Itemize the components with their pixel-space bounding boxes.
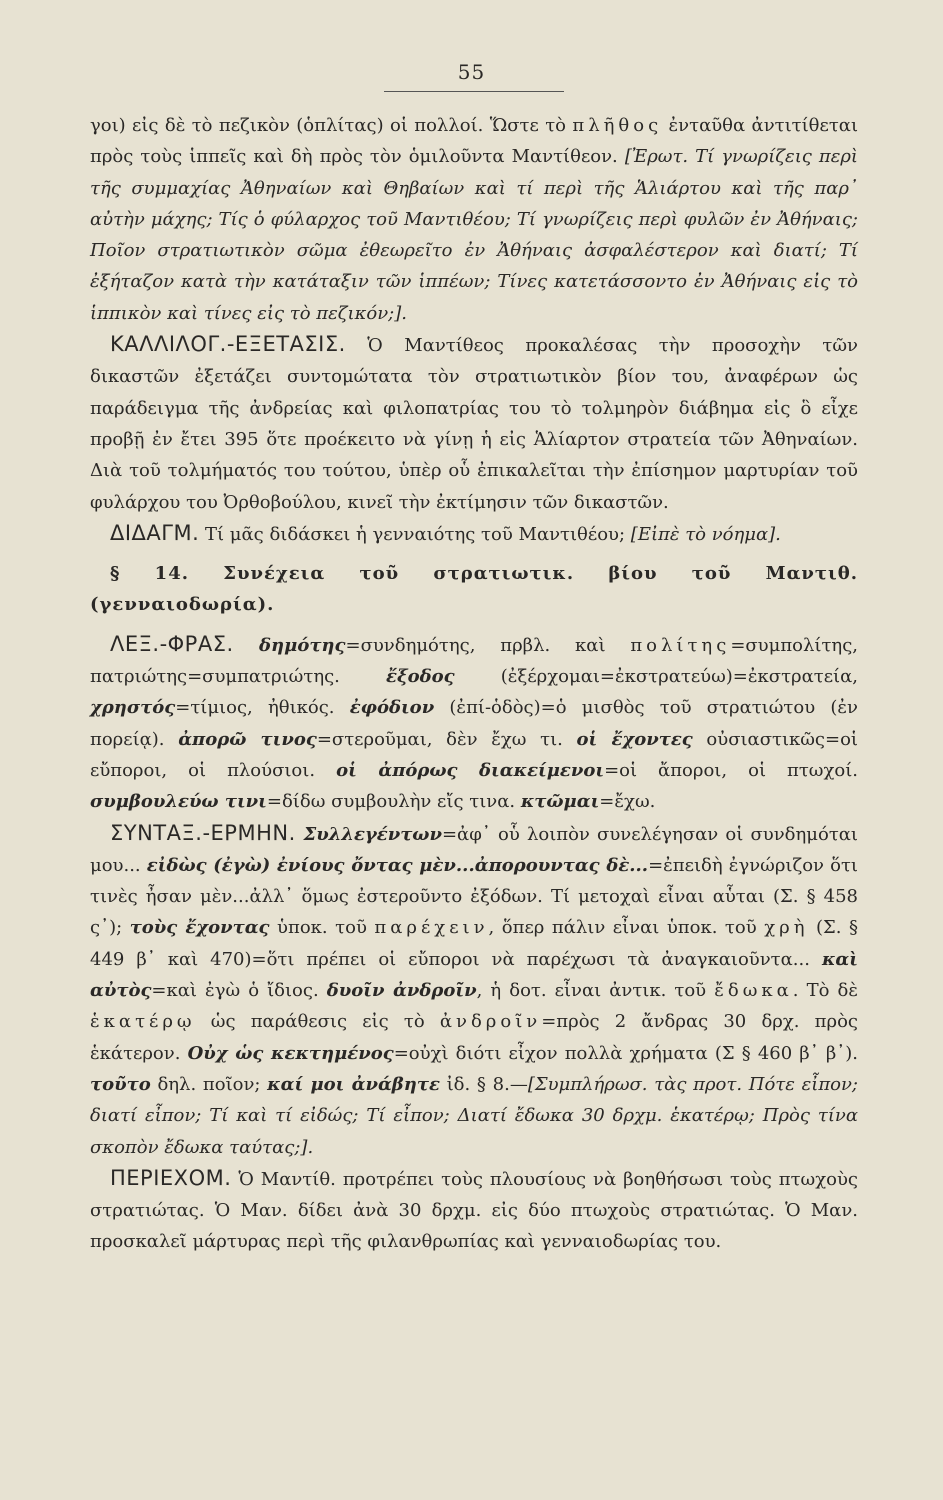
text-run: ὑποκ. τοῦ xyxy=(269,917,375,939)
paragraph-periechom xyxy=(90,1163,858,1258)
term: Συλλεγέντων xyxy=(295,823,442,845)
text-run: ὡς παράθεσις εἰς τὸ xyxy=(195,1011,440,1033)
text-run: =οἱ ἄποροι, οἱ πτωχοί. xyxy=(604,759,859,781)
page-body xyxy=(90,110,858,1258)
text-run: . Τὸ δὲ xyxy=(792,980,858,1002)
paragraph-syntax xyxy=(90,818,858,1163)
text-run: , ὅπερ πάλιν εἶναι ὑποκ. τοῦ xyxy=(488,917,765,939)
section-heading: ΣΥΝΤΑΞ.-ΕΡΜΗΝ. xyxy=(110,820,296,845)
term: κτῶμαι xyxy=(520,791,600,813)
term: οἱ ἔχοντες xyxy=(576,728,693,750)
bracket-note: [Εἰπὲ τὸ νόημα]. xyxy=(630,523,781,545)
text-run: Ὁ Μαντίθεος προκαλέσας τὴν προσοχὴν τῶν δικαστῶν ἐξετάζει συντομώτατα τὸν στρατιωτικὸν βίον του, ἀναφέρων ὡς παράδειγμα τῆς ἀνδρείας καὶ φιλοπατρίας του τὸ τολμηρὸν διάβημα εἰς ὃ εἶχε προβῇ ἐν ἔτει 395 ὅτε προέκειτο νὰ γίνῃ ἡ εἰς Ἁλίαρτον στρατεία τῶν Ἀθηναίων. Διὰ τοῦ τολμήματός του τούτου, ὑπὲρ οὗ ἐπικαλεῖται τὴν ἐπίσημον μαρτυρίαν τοῦ φυλάρχου του Ὀρθοβούλου, κινεῖ τὴν ἐκτίμησιν τῶν δικαστῶν. xyxy=(90,335,858,513)
section-heading: ΠΕΡΙΕΧΟΜ. xyxy=(110,1165,232,1190)
paragraph-continuation xyxy=(90,110,858,329)
header-rule xyxy=(384,91,564,92)
text-run: δηλ. ποῖον; xyxy=(150,1073,268,1095)
term: ἀπορῶ τινος xyxy=(178,728,317,750)
text-run: =ἔχω. xyxy=(599,791,656,813)
text-run: =καὶ ἐγὼ ὁ ἴδιος. xyxy=(151,980,327,1002)
term: οἱ ἀπόρως διακείμενοι xyxy=(336,759,605,781)
term: συμβουλεύω τινι xyxy=(90,791,267,813)
spaced-word: πλῆθος xyxy=(572,115,663,136)
term: χρηστός xyxy=(90,697,176,719)
text-run: =στεροῦμαι, δὲν ἔχω τι. xyxy=(316,728,577,750)
text-run: , ἡ δοτ. εἶναι ἀντικ. τοῦ xyxy=(476,980,715,1002)
text-run: Τί μᾶς διδάσκει ἡ γενναιότης τοῦ Μαντιθέου; xyxy=(199,523,631,545)
text-run: =συμπολίτης, πατριώτης=συμπατριώτης. xyxy=(90,634,858,688)
page-number: 55 xyxy=(457,60,486,84)
spaced-word: ἔδωκα xyxy=(714,980,793,1002)
text-run: Ὁ Μαντίθ. προτρέπει τοὺς πλουσίους νὰ βοηθήσωσι τοὺς πτωχοὺς στρατιώτας. Ὁ Μαν. δίδει ἀνὰ 30 δρχμ. εἰς δύο πτωχοὺς στρατιώτας. Ὁ Μαν. προσκαλεῖ μάρτυρας περὶ τῆς φιλανθρωπίας καὶ γενναιοδωρίας του. xyxy=(90,1168,858,1253)
section-title: § 14. Συνέχεια τοῦ στρατιωτικ. βίου τοῦ Μαντιθ. (γενναιοδωρία). xyxy=(90,563,858,616)
text-run: ἐνταῦθα ἀντιτίθεται πρὸς τοὺς ἱππεῖς καὶ δὴ πρὸς τὸν ὁμιλοῦντα Μαντίθεον. xyxy=(90,115,858,168)
text-run: =συνδημότης, πρβλ. καὶ xyxy=(345,634,631,656)
term: ἔξοδος xyxy=(386,666,455,688)
spaced-word: πολίτης xyxy=(630,634,731,656)
text-run: =ἀφ᾽ οὗ λοιπὸν συνελέγησαν οἱ συνδημόται μου... xyxy=(90,823,858,876)
term: Οὐχ ὡς κεκτημένος xyxy=(187,1042,394,1064)
text-run: =τίμιος, ἠθικός. xyxy=(175,697,350,719)
spaced-word: παρέχειν xyxy=(374,917,489,939)
text-run: (Σ. § 449 β᾽ καὶ 470)=ὅτι πρέπει οἱ εὔποροι νὰ παρέχωσι τὰ ἀναγκαιοῦντα... xyxy=(90,917,858,970)
term: δυοῖν ἀνδροῖν xyxy=(326,980,477,1002)
text-run: (ἐπί-ὁδὸς)=ὁ μισθὸς τοῦ στρατιώτου (ἐν πορείᾳ). xyxy=(90,697,858,750)
text-run: =δίδω συμβουλὴν εἴς τινα. xyxy=(266,791,521,813)
term: ἐφόδιον xyxy=(349,697,435,719)
text-run: =οὐχὶ διότι εἶχον πολλὰ χρήματα (Σ § 460 β᾽ β᾽). xyxy=(393,1042,858,1064)
text-run: οὐσιαστικῶς=οἱ εὔποροι, οἱ πλούσιοι. xyxy=(90,728,858,781)
text-run: =ἐπειδὴ ἐγνώριζον ὅτι τινὲς ἦσαν μὲν...ἀλλ᾽ ὅμως ἐστεροῦντο ἐξόδων. Τί μετοχαὶ εἶναι αὗται (Σ. § 458 ς᾽); xyxy=(90,854,858,939)
paragraph-lexfras xyxy=(90,629,858,818)
section-heading: ΛΕΞ.-ΦΡΑΣ. xyxy=(110,631,234,656)
term: καὶ αὐτὸς xyxy=(90,948,858,1002)
paragraph-kallilog xyxy=(90,329,858,518)
text-run: (ἐξέρχομαι=ἐκστρατεύω)=ἐκστρατεία, xyxy=(454,666,858,688)
questions-block: [Ἐρωτ. Τί γνωρίζεις περὶ τῆς συμμαχίας Ἀθηναίων καὶ Θηβαίων καὶ τί περὶ τῆς Ἁλιάρτου καὶ τῆς παρ᾽ αὐτὴν μάχης; Τίς ὁ φύλαρχος τοῦ Μαντιθέου; Τί γνωρίζεις περὶ φυλῶν ἐν Ἀθήναις; Ποῖον στρατιωτικὸν σῶμα ἐθεωρεῖτο ἐν Ἀθήναις ἀσφαλέστερον καὶ διατί; Τί ἐξήταζον κατὰ τὴν κατάταξιν τῶν ἱππέων; Τίνες κατετάσσοντο ἐν Ἀθήναις εἰς τὸ ἱππικὸν καὶ τίνες εἰς τὸ πεζικόν;]. xyxy=(90,146,858,324)
paragraph-didagm xyxy=(90,518,858,550)
term: δημότης xyxy=(233,634,346,656)
section-heading: ΚΑΛΛΙΛΟΓ.-ΕΞΕΤΑΣΙΣ. xyxy=(110,332,346,357)
text-run: =πρὸς 2 ἄνδρας 30 δρχ. πρὸς ἑκάτερον. xyxy=(90,1011,858,1064)
section-heading: ΔΙΔΑΓΜ. xyxy=(110,520,200,545)
term: τοῦτο xyxy=(90,1073,151,1095)
questions-block: [Συμπλήρωσ. τὰς προτ. Πότε εἶπον; διατί εἶπον; Τί καὶ τί εἰδώς; Τί εἶπον; Διατί ἔδωκα 30 δρχμ. ἑκατέρῳ; Πρὸς τίνα σκοπὸν ἔδωκα ταύτας;]. xyxy=(90,1073,858,1158)
spaced-word: ἀνδροῖν xyxy=(439,1011,542,1033)
term: εἰδὼς (ἐγὼ) ἐνίους ὄντας μὲν...ἀπορουντας δὲ... xyxy=(146,854,649,876)
spaced-word: ἑκατέρῳ xyxy=(90,1011,196,1033)
text-run: γοι) εἰς δὲ τὸ πεζικὸν (ὁπλίτας) οἱ πολλοί. Ὥστε τὸ xyxy=(90,115,573,136)
spaced-word: χρὴ xyxy=(764,917,809,939)
term: καί μοι ἀνάβητε xyxy=(267,1073,440,1095)
text-run: ἰδ. § 8.— xyxy=(439,1073,528,1095)
term: τοὺς ἔχοντας xyxy=(129,917,270,939)
